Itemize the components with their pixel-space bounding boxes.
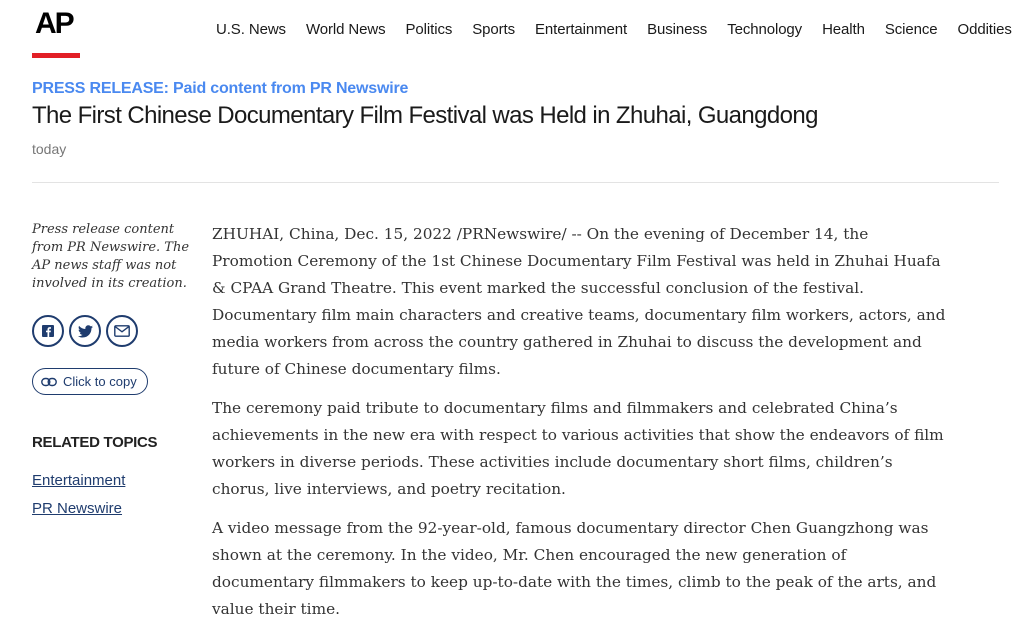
copy-link-button[interactable] — [32, 368, 148, 395]
article-headline: The First Chinese Documentary Film Festival was Held in Zhuhai, Guangdong — [32, 102, 818, 129]
twitter-share-button[interactable] — [69, 315, 101, 347]
article-paragraph: A video message from the 92-year-old, famous documentary director Chen Guangzhong was shown at the ceremony. In the video, Mr. Chen encouraged the new generation of documentary filmmakers to keep up-to-date with the times, climb to the peak of the arts, and value their time. — [212, 519, 937, 618]
nav-oddities[interactable]: Oddities — [957, 21, 1012, 38]
nav-politics[interactable]: Politics — [405, 21, 453, 38]
nav-world-news[interactable]: World News — [305, 21, 386, 38]
twitter-icon — [78, 325, 93, 338]
logo-red-bar — [32, 53, 80, 58]
press-release-kicker[interactable]: PRESS RELEASE: Paid content from PR Newswire — [32, 80, 409, 97]
article-date: today — [32, 141, 67, 157]
header-divider — [32, 182, 999, 183]
email-icon — [114, 325, 130, 337]
nav-sports[interactable]: Sports — [472, 21, 516, 38]
main-nav — [216, 21, 1012, 38]
copy-link-label: Click to copy — [63, 374, 137, 389]
logo-text: AP — [35, 7, 73, 40]
link-icon — [41, 377, 57, 387]
related-topic-entertainment[interactable]: Entertainment — [32, 472, 126, 489]
related-topic-pr-newswire[interactable]: PR Newswire — [32, 500, 123, 517]
nav-science[interactable]: Science — [884, 21, 938, 38]
press-release-disclaimer: Press release content from PR Newswire. The AP news staff was not involved in its creation. — [32, 222, 190, 291]
ap-logo[interactable] — [32, 0, 80, 58]
article-paragraph: The ceremony paid tribute to documentary films and filmmakers and celebrated China’s achievements in the new era with respect to various activities that show the endeavors of film workers in diverse periods. These activities include documentary short films, children’s chorus, live interviews, and poetry recitation. — [212, 399, 944, 498]
related-topics-heading: RELATED TOPICS — [32, 434, 158, 451]
facebook-share-button[interactable] — [32, 315, 64, 347]
nav-technology[interactable]: Technology — [727, 21, 803, 38]
email-share-button[interactable] — [106, 315, 138, 347]
site-header — [0, 0, 1012, 62]
nav-business[interactable]: Business — [647, 21, 708, 38]
article-paragraph: ZHUHAI, China, Dec. 15, 2022 /PRNewswire/ -- On the evening of December 14, the Promotion Ceremony of the 1st Chinese Documentary Film Festival was held in Zhuhai Huafa & CPAA Grand Theatre. This event marked the successful conclusion of the festival. Documentary film main characters and creative teams, documentary film workers, actors, and media workers from across the country gathered in Zhuhai to discuss the development and future of Chinese documentary films. — [212, 225, 946, 378]
facebook-icon — [41, 324, 55, 338]
nav-us-news[interactable]: U.S. News — [216, 21, 286, 38]
share-buttons — [32, 315, 138, 347]
article-body — [212, 221, 952, 635]
nav-entertainment[interactable]: Entertainment — [535, 21, 628, 38]
article-sidebar — [32, 221, 192, 517]
nav-health[interactable]: Health — [822, 21, 865, 38]
